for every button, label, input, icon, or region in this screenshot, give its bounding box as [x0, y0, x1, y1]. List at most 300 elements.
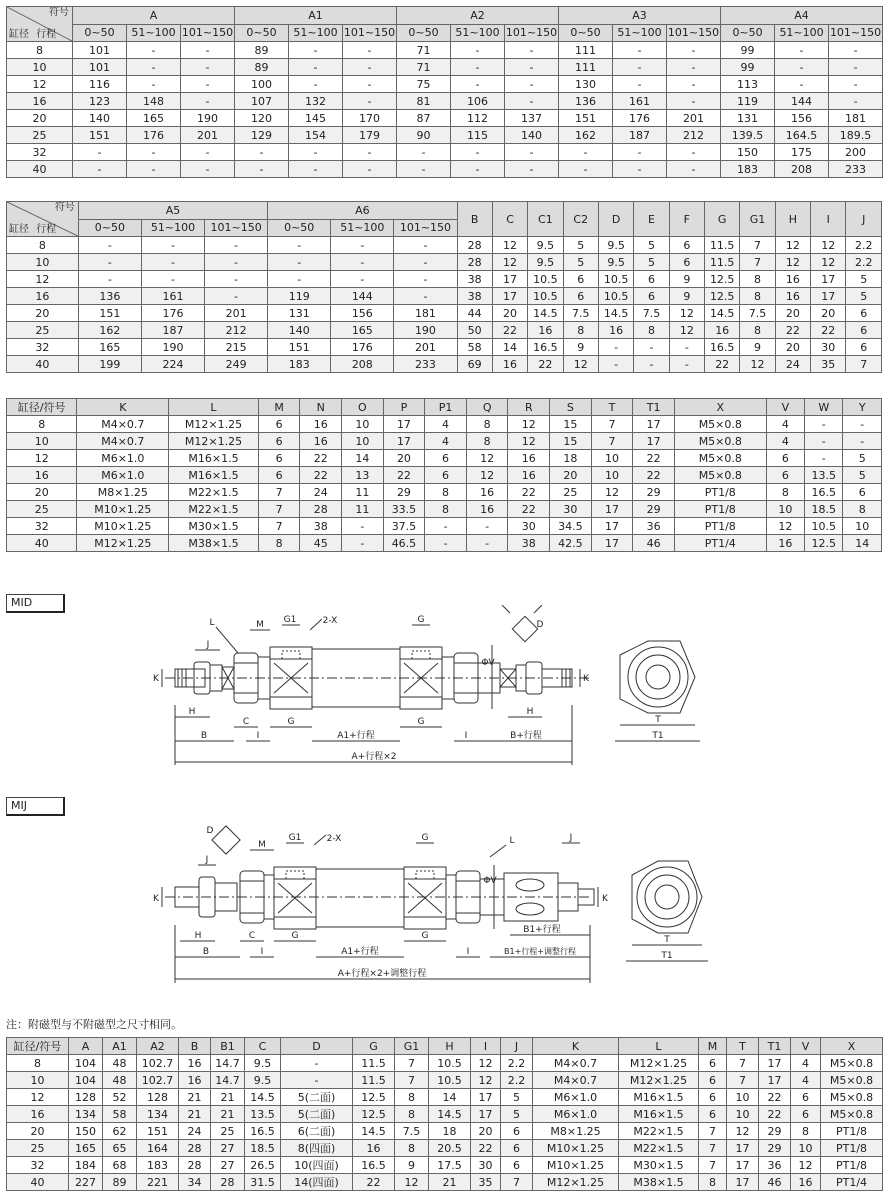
table-cell: 13.5 — [245, 1106, 281, 1123]
table-cell: 16 — [179, 1055, 211, 1072]
table-cell: - — [613, 59, 667, 76]
table-cell: 176 — [127, 127, 181, 144]
table-cell: 2.2 — [846, 254, 882, 271]
stroke-range-header: 101~150 — [394, 219, 457, 237]
table-cell: 156 — [331, 305, 394, 322]
group-header: A6 — [268, 202, 457, 220]
table-cell: 8 — [791, 1123, 821, 1140]
column-header: L — [619, 1038, 699, 1055]
table-cell: 24 — [179, 1123, 211, 1140]
table-cell: 21 — [211, 1089, 245, 1106]
table-cell: 18 — [550, 450, 592, 467]
table-cell: - — [331, 271, 394, 288]
group-header: A3 — [559, 7, 721, 25]
table-cell: 5 — [846, 271, 882, 288]
table-cell: 58 — [457, 339, 492, 356]
table-cell: 144 — [775, 93, 829, 110]
table-cell: 71 — [397, 59, 451, 76]
table-cell: M12×1.25 — [169, 416, 259, 433]
table-cell: - — [829, 76, 883, 93]
table-cell: 22 — [508, 501, 550, 518]
table-cell: 16 — [775, 271, 810, 288]
table-cell: - — [805, 416, 843, 433]
table-cell: - — [181, 161, 235, 178]
bore-cell: 8 — [7, 237, 79, 254]
table-cell: 187 — [141, 322, 204, 339]
table-cell: 5 — [843, 467, 882, 484]
dim-label: I — [466, 947, 470, 957]
table-cell: - — [289, 144, 343, 161]
table-cell: 187 — [613, 127, 667, 144]
table-cell: 12 — [727, 1123, 759, 1140]
table-cell: - — [73, 161, 127, 178]
table-cell: - — [78, 254, 141, 271]
table-cell: M22×1.5 — [169, 501, 259, 518]
table-cell: 9 — [669, 271, 704, 288]
table-cell: 144 — [331, 288, 394, 305]
table-cell: 151 — [73, 127, 127, 144]
table-cell: 29 — [383, 484, 425, 501]
table-cell: 20 — [811, 305, 846, 322]
table-row — [7, 1140, 883, 1157]
table-cell: 14 — [342, 450, 384, 467]
table-cell: 11 — [342, 501, 384, 518]
bore-cell: 12 — [7, 450, 77, 467]
table-cell: 22 — [471, 1140, 501, 1157]
table-cell: 5 — [846, 288, 882, 305]
table-row — [7, 271, 882, 288]
table-cell: 221 — [137, 1174, 179, 1191]
table-cell: 22 — [633, 467, 675, 484]
table-cell: - — [127, 144, 181, 161]
table-row — [7, 1106, 883, 1123]
table-cell: 21 — [179, 1089, 211, 1106]
dim-label: G — [417, 615, 425, 625]
table-cell: 12 — [811, 254, 846, 271]
table-cell: 162 — [559, 127, 613, 144]
group-header: A2 — [397, 7, 559, 25]
table-cell: - — [181, 59, 235, 76]
stroke-range-header: 51~100 — [141, 219, 204, 237]
table-cell: 4 — [791, 1072, 821, 1089]
table-cell: PT1/8 — [674, 484, 766, 501]
table-cell: 8 — [395, 1106, 429, 1123]
column-header: J — [846, 202, 882, 237]
table-cell: 10 — [342, 416, 384, 433]
table-cell: 8 — [740, 288, 775, 305]
table-cell: 131 — [268, 305, 331, 322]
table-cell: 12 — [395, 1174, 429, 1191]
table-cell: 212 — [205, 322, 268, 339]
column-header: J — [501, 1038, 533, 1055]
table-cell: 6 — [669, 254, 704, 271]
table-cell: 31.5 — [245, 1174, 281, 1191]
table-cell: 4 — [425, 433, 467, 450]
table-cell: - — [667, 161, 721, 178]
table-cell: - — [829, 59, 883, 76]
table-cell: 12 — [508, 433, 550, 450]
table-cell: - — [466, 518, 508, 535]
table-cell: 128 — [137, 1089, 179, 1106]
table-cell: PT1/8 — [674, 501, 766, 518]
table-cell: M4×0.7 — [77, 433, 169, 450]
table-cell: 233 — [829, 161, 883, 178]
bore-cell: 10 — [7, 433, 77, 450]
column-header: N — [300, 399, 342, 416]
table-cell: 104 — [69, 1072, 103, 1089]
bore-cell: 32 — [7, 339, 79, 356]
table-cell: 145 — [289, 110, 343, 127]
table-cell: 14.7 — [211, 1072, 245, 1089]
column-header: O — [342, 399, 384, 416]
table-cell: 12 — [811, 237, 846, 254]
table-cell: 5 — [563, 254, 598, 271]
table-cell: 7 — [258, 518, 300, 535]
table-cell: 5(二面) — [281, 1089, 353, 1106]
table-cell: M12×1.25 — [533, 1174, 619, 1191]
table-cell: 7 — [699, 1123, 727, 1140]
table-cell: M16×1.5 — [169, 467, 259, 484]
table-row — [7, 433, 882, 450]
column-header: R — [508, 399, 550, 416]
column-header: D — [281, 1038, 353, 1055]
table-cell: 36 — [759, 1157, 791, 1174]
table-cell: 28 — [211, 1174, 245, 1191]
table-cell: 29 — [633, 484, 675, 501]
table-cell: 11.5 — [353, 1055, 395, 1072]
dim-label: ΦV — [481, 658, 495, 668]
table-cell: 9.5 — [598, 237, 633, 254]
table-cell: 6 — [258, 433, 300, 450]
stroke-range-header: 51~100 — [127, 24, 181, 42]
column-header: A — [69, 1038, 103, 1055]
dim-label: K — [153, 894, 159, 904]
column-header: T1 — [633, 399, 675, 416]
dim-label: G1 — [288, 833, 302, 843]
table-cell: - — [505, 144, 559, 161]
table-cell: 6 — [699, 1106, 727, 1123]
table-cell: 34.5 — [550, 518, 592, 535]
table-row — [7, 161, 883, 178]
table-cell: 7 — [727, 1055, 759, 1072]
table-cell: M5×0.8 — [674, 467, 766, 484]
table-cell: 44 — [457, 305, 492, 322]
table-cell: 30 — [550, 501, 592, 518]
dim-label: T1 — [652, 731, 664, 741]
table-cell: 45 — [300, 535, 342, 552]
table-cell: 165 — [69, 1140, 103, 1157]
group-header: A4 — [721, 7, 883, 25]
dim-label: M — [258, 840, 266, 850]
table-cell: 17 — [727, 1140, 759, 1157]
table-cell: - — [451, 76, 505, 93]
table-cell: - — [141, 254, 204, 271]
table-cell: M4×0.7 — [533, 1055, 619, 1072]
table-row — [7, 1072, 883, 1089]
table-cell: 24 — [300, 484, 342, 501]
column-header: C — [492, 202, 527, 237]
table-cell: 227 — [69, 1174, 103, 1191]
table-cell: 14.5 — [429, 1106, 471, 1123]
column-header: Q — [466, 399, 508, 416]
table-cell: 16 — [705, 322, 740, 339]
table-cell: - — [613, 42, 667, 59]
table-cell: 2.2 — [501, 1055, 533, 1072]
table-cell: 7 — [740, 254, 775, 271]
table-cell: 10 — [766, 501, 804, 518]
bore-cell: 16 — [7, 93, 73, 110]
table-cell: - — [505, 93, 559, 110]
table-cell: 4 — [425, 416, 467, 433]
dim-label: G — [417, 717, 425, 727]
table-cell: 7.5 — [740, 305, 775, 322]
table-cell: 5 — [634, 237, 669, 254]
table-cell: 38 — [300, 518, 342, 535]
table-row — [7, 110, 883, 127]
table-cell: - — [505, 42, 559, 59]
table-cell: 7 — [727, 1072, 759, 1089]
stroke-range-header: 101~150 — [181, 24, 235, 42]
bore-cell: 20 — [7, 484, 77, 501]
table-cell: - — [268, 237, 331, 254]
column-header: P1 — [425, 399, 467, 416]
column-header: V — [791, 1038, 821, 1055]
column-header: X — [821, 1038, 883, 1055]
table-cell: - — [843, 416, 882, 433]
table-cell: 199 — [78, 356, 141, 373]
table-cell: 6 — [846, 322, 882, 339]
table-cell: 176 — [613, 110, 667, 127]
dim-label: H — [188, 707, 196, 717]
table-subheader-row — [7, 24, 883, 42]
column-header: Y — [843, 399, 882, 416]
table-cell: - — [205, 271, 268, 288]
table-cell: 8 — [699, 1174, 727, 1191]
table-cell: 10 — [727, 1089, 759, 1106]
table-cell: - — [127, 59, 181, 76]
table-cell: M12×1.25 — [619, 1055, 699, 1072]
table-cell: 6 — [766, 450, 804, 467]
table-row — [7, 356, 882, 373]
table-cell: 6 — [634, 271, 669, 288]
table-cell: 15 — [550, 433, 592, 450]
table-cell: 10.5 — [598, 288, 633, 305]
dim-label: I — [464, 731, 468, 741]
column-header: T — [727, 1038, 759, 1055]
table-cell: M6×1.0 — [77, 450, 169, 467]
corner-label-symbol: 符号 — [49, 7, 69, 18]
table-cell: 7 — [258, 501, 300, 518]
table-cell: M5×0.8 — [821, 1072, 883, 1089]
table-cell: 233 — [394, 356, 457, 373]
table-cell: - — [343, 161, 397, 178]
table-cell: - — [397, 144, 451, 161]
table-cell: 16 — [353, 1140, 395, 1157]
table-cell: 161 — [613, 93, 667, 110]
bore-cell: 20 — [7, 110, 73, 127]
table-header-row — [7, 399, 882, 416]
table-cell: 30 — [471, 1157, 501, 1174]
table-cell: 6 — [563, 271, 598, 288]
table-cell: 7 — [846, 356, 882, 373]
table-cell: M22×1.5 — [619, 1140, 699, 1157]
table-cell: 200 — [829, 144, 883, 161]
table-cell: - — [829, 42, 883, 59]
table-cell: - — [343, 76, 397, 93]
table-cell: 20 — [775, 339, 810, 356]
dim-label: H — [526, 707, 534, 717]
table-cell: 75 — [397, 76, 451, 93]
table-cell: 183 — [137, 1157, 179, 1174]
table-cell: 8 — [466, 416, 508, 433]
table-cell: 8 — [766, 484, 804, 501]
table-cell: 11 — [342, 484, 384, 501]
table-cell: 17 — [591, 501, 633, 518]
table-cell: 10.5 — [528, 288, 563, 305]
table-cell: 150 — [69, 1123, 103, 1140]
bore-cell: 32 — [7, 144, 73, 161]
table-cell: 12.5 — [353, 1089, 395, 1106]
table-cell: 17 — [492, 271, 527, 288]
table-cell: 21 — [429, 1174, 471, 1191]
table-cell: 134 — [69, 1106, 103, 1123]
dim-label: T1 — [661, 951, 673, 961]
table-cell: - — [141, 237, 204, 254]
table-cell: 69 — [457, 356, 492, 373]
table-cell: - — [181, 42, 235, 59]
table-cell: 6 — [766, 467, 804, 484]
table-cell: M5×0.8 — [674, 450, 766, 467]
table-cell: 12 — [508, 416, 550, 433]
table-cell: M10×1.25 — [77, 501, 169, 518]
table-cell: 14 — [492, 339, 527, 356]
table-cell: 22 — [775, 322, 810, 339]
table-row — [7, 322, 882, 339]
table-row — [7, 518, 882, 535]
table-cell: - — [775, 76, 829, 93]
table-header-row — [7, 202, 882, 220]
table-cell: 14.7 — [211, 1055, 245, 1072]
table-cell: 26.5 — [245, 1157, 281, 1174]
stroke-range-header: 0~50 — [235, 24, 289, 42]
table-cell: 16 — [179, 1072, 211, 1089]
table-cell: 48 — [103, 1072, 137, 1089]
table-cell: 107 — [235, 93, 289, 110]
column-header: S — [550, 399, 592, 416]
table-cell: 140 — [505, 127, 559, 144]
table-cell: 190 — [394, 322, 457, 339]
table-cell: 11.5 — [705, 237, 740, 254]
table-cell: 14.5 — [528, 305, 563, 322]
table-cell: 4 — [766, 416, 804, 433]
table-cell: PT1/8 — [674, 518, 766, 535]
mid-dimension-drawing — [150, 605, 710, 775]
table-cell: 38 — [457, 271, 492, 288]
table-row — [7, 1174, 883, 1191]
table-cell: 156 — [775, 110, 829, 127]
table-cell: 17 — [727, 1174, 759, 1191]
table-cell: M10×1.25 — [77, 518, 169, 535]
table-cell: 201 — [205, 305, 268, 322]
table-cell: 6 — [258, 450, 300, 467]
table-cell: 42.5 — [550, 535, 592, 552]
dim-label: ΦV — [483, 876, 497, 886]
table-cell: 12.5 — [805, 535, 843, 552]
table-cell: 161 — [141, 288, 204, 305]
dim-label: B — [200, 731, 208, 741]
table-cell: 5 — [843, 450, 882, 467]
dimension-table-overall — [6, 1037, 883, 1191]
table-cell: 35 — [471, 1174, 501, 1191]
table-cell: 5(二面) — [281, 1106, 353, 1123]
table-cell: 7 — [258, 484, 300, 501]
corner-label-bore-stroke: 缸径 行程 — [9, 224, 57, 235]
table-cell: 17 — [759, 1072, 791, 1089]
bore-cell: 10 — [7, 1072, 69, 1089]
table-cell: - — [505, 59, 559, 76]
table-cell: 90 — [397, 127, 451, 144]
table-cell: 2.2 — [501, 1072, 533, 1089]
dim-label: T — [664, 935, 670, 945]
dim-label: B — [202, 947, 210, 957]
table-cell: 16 — [598, 322, 633, 339]
table-row — [7, 305, 882, 322]
column-header: K — [533, 1038, 619, 1055]
table-cell: 16 — [508, 450, 550, 467]
dim-label: A1+行程 — [341, 947, 379, 957]
table-row — [7, 450, 882, 467]
table-row — [7, 93, 883, 110]
table-cell: - — [289, 161, 343, 178]
table-cell: 27 — [211, 1140, 245, 1157]
table-cell: M12×1.25 — [169, 433, 259, 450]
column-header: I — [811, 202, 846, 237]
table-cell: 16 — [466, 484, 508, 501]
table-cell: 17 — [471, 1089, 501, 1106]
stroke-range-header: 51~100 — [331, 219, 394, 237]
table-cell: 22 — [528, 356, 563, 373]
table-cell: M16×1.5 — [619, 1106, 699, 1123]
table-row — [7, 535, 882, 552]
table-cell: 9 — [669, 288, 704, 305]
table-cell: 28 — [300, 501, 342, 518]
column-header: G1 — [395, 1038, 429, 1055]
table-cell: - — [281, 1072, 353, 1089]
table-cell: 190 — [181, 110, 235, 127]
column-header: M — [699, 1038, 727, 1055]
table-cell: 101 — [73, 42, 127, 59]
table-cell: 170 — [343, 110, 397, 127]
table-cell: - — [634, 356, 669, 373]
table-cell: 29 — [633, 501, 675, 518]
table-cell: 8 — [843, 501, 882, 518]
bore-cell: 40 — [7, 535, 77, 552]
table-cell: - — [466, 535, 508, 552]
table-cell: 164 — [137, 1140, 179, 1157]
table-cell: PT1/4 — [821, 1174, 883, 1191]
table-cell: 104 — [69, 1055, 103, 1072]
table-cell: - — [343, 59, 397, 76]
table-cell: 183 — [721, 161, 775, 178]
table-cell: - — [181, 93, 235, 110]
dim-label: 2-X — [326, 834, 342, 844]
table-cell: 6 — [791, 1089, 821, 1106]
table-cell: 12 — [563, 356, 598, 373]
table-cell: 16 — [766, 535, 804, 552]
table-cell: - — [775, 59, 829, 76]
table-cell: 151 — [78, 305, 141, 322]
dim-label: T — [655, 715, 661, 725]
